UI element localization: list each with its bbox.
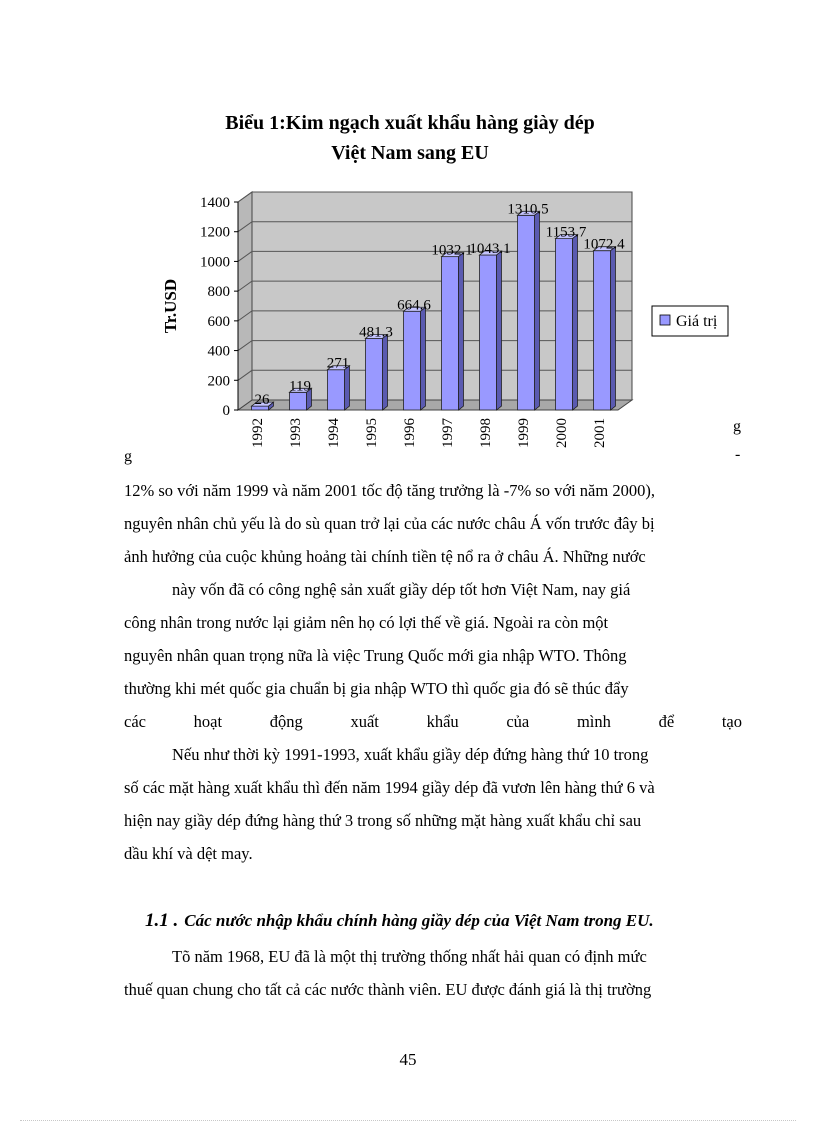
data-label: 1072.4	[583, 236, 625, 253]
paragraph-line: thường khi mét quốc gia chuẩn bị gia nhập WTO thì quốc gia đó sẽ thúc đẩy	[124, 679, 629, 698]
x-tick-label: 1992	[250, 418, 266, 448]
bar-side	[573, 235, 578, 410]
x-tick-label: 1994	[326, 418, 342, 448]
paragraph-line: 12% so với năm 1999 và năm 2001 tốc độ tăng trưởng là -7% so với năm 2000),	[124, 481, 655, 500]
data-label: 1310.5	[507, 201, 549, 218]
data-label: 481.3	[359, 324, 393, 341]
paragraph-line: Nếu như thời kỳ 1991-1993, xuất khẩu giầy dép đứng hàng thứ 10 trong	[172, 745, 649, 764]
x-tick-label: 2001	[592, 418, 608, 448]
paragraph-3	[124, 738, 742, 870]
y-tick-label: 1200	[200, 224, 230, 241]
legend-label: Giá trị	[676, 313, 718, 330]
x-tick-label: 1995	[364, 418, 380, 448]
bar-side	[497, 251, 502, 410]
section-heading	[145, 910, 765, 932]
y-axis-label: Tr.USD	[161, 278, 180, 334]
paragraph-4	[124, 940, 742, 1006]
y-tick-label: 0	[222, 403, 230, 419]
paragraph-2	[124, 573, 742, 738]
paragraph-line: nguyên nhân quan trọng nữa là việc Trung Quốc mới gia nhập WTO. Thông	[124, 646, 627, 665]
chart-title-line-2: Việt Nam sang EU	[331, 142, 489, 164]
chart-title	[180, 108, 640, 168]
paragraph-line: số các mặt hàng xuất khẩu thì đến năm 1994 giầy dép đã vươn lên hàng thứ 6 và	[124, 778, 655, 797]
paragraph-line: này vốn đã có công nghệ sản xuất giầy dép tốt hơn Việt Nam, nay giá	[172, 580, 631, 599]
paragraph-1	[124, 474, 742, 573]
bar-side	[459, 253, 464, 410]
data-label: 1043.1	[469, 241, 511, 258]
y-tick-label: 400	[207, 343, 230, 360]
bar-side	[611, 247, 616, 410]
bar	[404, 311, 421, 410]
x-tick-label: 1999	[516, 418, 532, 448]
bar-side	[535, 211, 540, 410]
y-tick-label: 800	[207, 284, 230, 301]
bar	[594, 251, 611, 410]
data-label: 26	[254, 392, 270, 409]
page-number: 45	[399, 1050, 417, 1069]
x-tick-label: 1996	[402, 418, 418, 448]
page-bottom-rule	[20, 1120, 796, 1121]
x-tick-label: 1997	[440, 418, 456, 448]
y-tick-label: 200	[207, 373, 230, 390]
bar-side	[421, 307, 426, 410]
bar	[480, 255, 497, 410]
paragraph-line: dầu khí và dệt may.	[124, 844, 253, 863]
y-tick-label: 600	[207, 313, 230, 330]
bar-side	[345, 366, 350, 410]
section-title: Các nước nhập khẩu chính hàng giầy dép của Việt Nam trong EU.	[184, 911, 654, 930]
paragraph-line: ảnh hưởng của cuộc khủng hoảng tài chính tiền tệ nổ ra ở châu Á. Những nước	[124, 547, 646, 566]
bar	[366, 338, 383, 410]
data-label: 1153.7	[545, 224, 587, 241]
stray-glyph-right: g	[733, 418, 741, 435]
paragraph-line: hiện nay giầy dép đứng hàng thứ 3 trong số những mặt hàng xuất khẩu chỉ sau	[124, 811, 642, 830]
chart-side-wall	[238, 192, 252, 410]
legend-swatch	[660, 315, 670, 325]
paragraph-line: Tõ năm 1968, EU đã là một thị trường thống nhất hải quan có định mức	[172, 947, 647, 966]
paragraph-line: công nhân trong nước lại giảm nên họ có lợi thế về giá. Ngoài ra còn một	[124, 613, 609, 632]
stray-dash-right: -	[735, 446, 741, 463]
x-tick-label: 1998	[478, 418, 494, 448]
y-tick-label: 1400	[200, 195, 230, 211]
data-label: 271	[326, 355, 350, 372]
bar	[290, 392, 307, 410]
stray-glyph-left: g	[124, 448, 132, 465]
bar	[556, 239, 573, 410]
bar-chart	[150, 180, 750, 460]
data-label: 664.6	[397, 297, 431, 314]
x-tick-label: 2000	[554, 418, 570, 448]
chart-title-line-1: Biểu 1:Kim ngạch xuất khẩu hàng giày dép	[225, 112, 595, 134]
bar-side	[383, 334, 388, 410]
section-number: 1.1 .	[145, 910, 179, 931]
y-tick-label: 1000	[200, 254, 230, 271]
paragraph-line: thuế quan chung cho tất cả các nước thành viên. EU được đánh giá là thị trường	[124, 980, 652, 999]
bar	[518, 215, 535, 410]
data-label: 1032.1	[431, 242, 473, 259]
data-label: 119	[289, 378, 311, 395]
paragraph-line: các hoạt động xuất khẩu của mình để tạo	[124, 712, 742, 731]
bar	[328, 370, 345, 410]
x-tick-label: 1993	[288, 418, 304, 448]
paragraph-line: nguyên nhân chủ yếu là do sù quan trở lại của các nước châu Á vốn trước đây bị	[124, 514, 655, 533]
bar	[442, 257, 459, 410]
